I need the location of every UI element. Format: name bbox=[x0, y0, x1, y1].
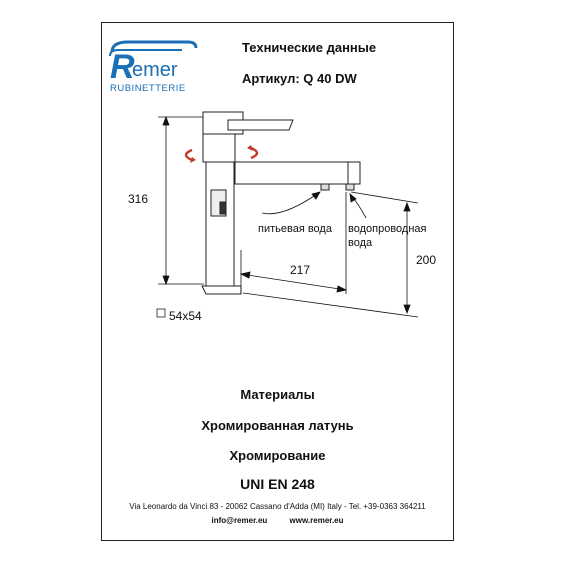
page-title: Технические данные bbox=[242, 40, 377, 55]
article-number: Артикул: Q 40 DW bbox=[242, 71, 357, 86]
material-text: Хромированная латунь bbox=[201, 418, 354, 433]
length-label: 217 bbox=[290, 263, 311, 277]
logo-sub: RUBINETTERIE bbox=[110, 83, 186, 94]
faucet-body bbox=[202, 112, 360, 294]
height-label: 316 bbox=[128, 192, 149, 206]
outlet-pointers bbox=[262, 192, 366, 218]
logo-word: emer bbox=[132, 59, 178, 81]
standard-text: UNI EN 248 bbox=[240, 476, 315, 492]
finish-text: Хромирование bbox=[229, 448, 326, 463]
drinking-water-label: питьевая вода bbox=[258, 223, 332, 235]
base-size-label: 54x54 bbox=[169, 309, 202, 323]
base-square-symbol bbox=[157, 309, 165, 317]
footer-email[interactable]: info@remer.eu bbox=[211, 516, 268, 525]
footer-website[interactable]: www.remer.eu bbox=[289, 516, 344, 525]
spout-height-label: 200 bbox=[416, 253, 437, 267]
svg-text:R: R bbox=[110, 48, 135, 86]
spout-height-dimension bbox=[243, 192, 418, 317]
footer-contacts bbox=[101, 516, 454, 525]
remer-logo bbox=[108, 38, 198, 94]
faucet-drawing bbox=[108, 100, 448, 340]
height-dimension bbox=[158, 117, 204, 284]
footer-address: Via Leonardo da Vinci 83 - 20062 Cassano d'Adda (MI) Italy - Tel. +39-0363 364211 bbox=[129, 502, 426, 511]
tap-water-label-1: водопроводная bbox=[348, 223, 427, 235]
tap-water-label-2: вода bbox=[348, 237, 373, 249]
materials-heading: Материалы bbox=[240, 387, 315, 402]
